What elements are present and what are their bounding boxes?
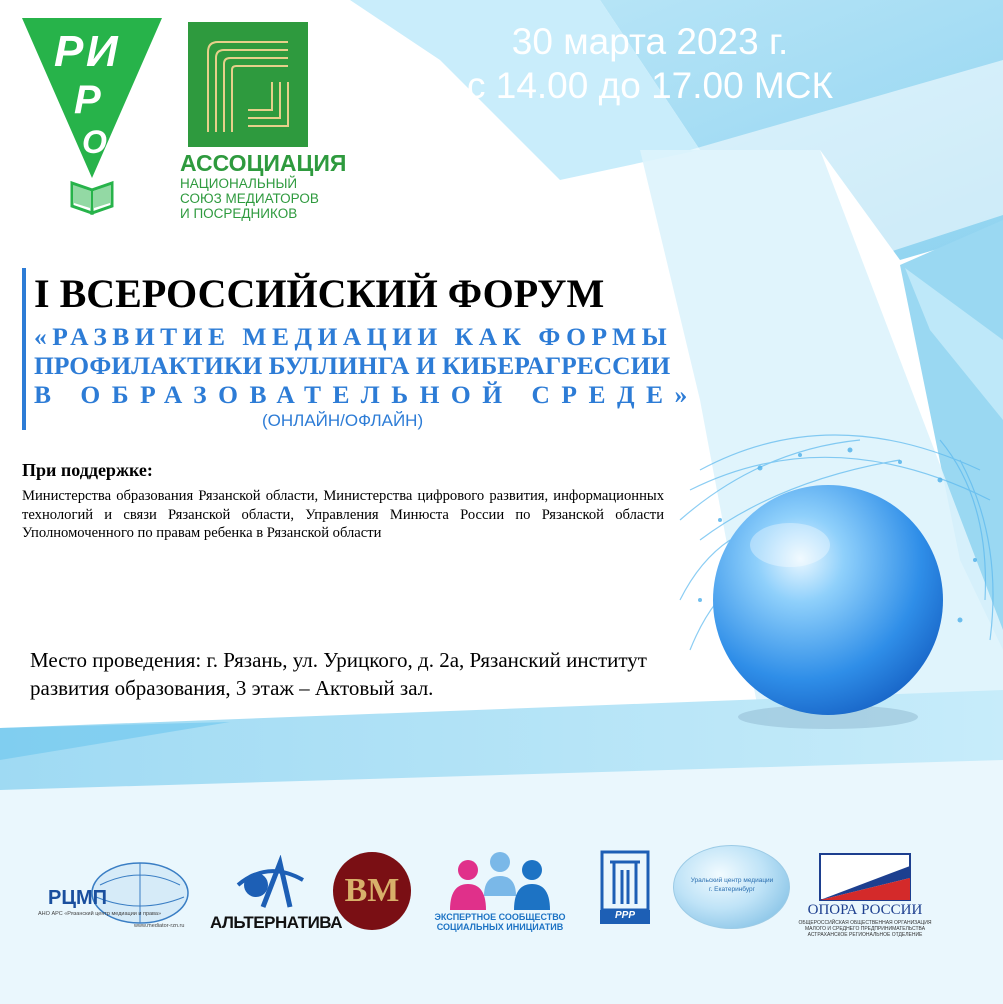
association-logo xyxy=(188,22,308,147)
partner-opora-sub2: МАЛОГО И СРЕДНЕГО ПРЕДПРИНИМАТЕЛЬСТВА xyxy=(804,926,926,932)
association-sub3: И ПОСРЕДНИКОВ xyxy=(180,206,298,221)
forum-subtitle-line3: В ОБРАЗОВАТЕЛЬНОЙ СРЕДЕ» xyxy=(34,380,699,409)
partner-opora-sub3: АСТРАХАНСКОЕ РЕГИОНАЛЬНОЕ ОТДЕЛЕНИЕ xyxy=(807,932,923,938)
association-sub2: СОЮЗ МЕДИАТОРОВ xyxy=(180,191,319,206)
forum-subtitle-line2: ПРОФИЛАКТИКИ БУЛЛИНГА И КИБЕРАГРЕССИИ xyxy=(34,351,671,380)
partner-vm-logo xyxy=(333,852,411,930)
forum-title: I ВСЕРОССИЙСКИЙ ФОРУМ xyxy=(34,271,605,316)
partner-center-name xyxy=(682,876,782,894)
partner-center-logo xyxy=(673,845,790,929)
forum-subtitle xyxy=(34,322,699,409)
partner-center-line1: Уральский центр медиации xyxy=(690,877,774,884)
svg-text:О: О xyxy=(82,124,107,160)
partner-rrr-name: РРР xyxy=(614,910,635,921)
partner-center-line2: г. Екатеринбург xyxy=(708,886,756,893)
partner-opora-sub1: ОБЩЕРОССИЙСКАЯ ОБЩЕСТВЕННАЯ ОРГАНИЗАЦИЯ xyxy=(798,920,932,926)
partner-rcmp-logo xyxy=(30,855,200,935)
association-emblem-icon xyxy=(188,22,308,147)
riro-logo xyxy=(22,18,162,218)
event-date xyxy=(420,20,880,108)
partner-rcmp-sub: АНО АРС «Рязанский центр медиации и права» xyxy=(38,911,162,917)
forum-subtitle-line1: «РАЗВИТИЕ МЕДИАЦИИ КАК ФОРМЫ xyxy=(34,322,673,351)
forum-format: (ОНЛАЙН/ОФЛАЙН) xyxy=(262,411,424,430)
support-text: Министерства образования Рязанской области, Министерства цифрового развития, информационных технологий и связи Рязанской области, Управления Минюста России по Рязанской области Уполномоченного по правам ребенка в Рязанской области xyxy=(22,488,664,541)
event-time-line: с 14.00 до 17.00 МСК xyxy=(466,65,834,106)
partner-opora-sub xyxy=(790,920,940,938)
venue-line2: развития образования, 3 этаж – Актовый зал. xyxy=(30,676,434,700)
association-main: АССОЦИАЦИЯ xyxy=(180,150,347,176)
partner-expert-line1: ЭКСПЕРТНОЕ СООБЩЕСТВО xyxy=(434,912,566,922)
support-heading: При поддержке: xyxy=(22,460,153,480)
association-name xyxy=(180,150,346,221)
russian-flag-icon xyxy=(790,852,940,902)
partner-vm-name: BM xyxy=(344,872,400,909)
venue xyxy=(30,646,720,702)
svg-text:Р: Р xyxy=(54,27,84,76)
people-icon xyxy=(420,848,580,912)
svg-text:И: И xyxy=(86,27,118,76)
alternativa-emblem-icon xyxy=(208,855,328,915)
association-sub1: НАЦИОНАЛЬНЫЙ xyxy=(180,176,298,191)
partner-opora-name: ОПОРА РОССИИ xyxy=(807,902,923,918)
partner-expert-logo xyxy=(420,848,580,938)
venue-line1: Место проведения: г. Рязань, ул. Урицкого, д. 2а, Рязанский институт xyxy=(30,648,647,672)
partner-rcmp-name: РЦМП xyxy=(48,887,107,909)
partner-expert-name xyxy=(420,912,580,932)
event-date-line: 30 марта 2023 г. xyxy=(511,21,789,62)
partner-rcmp-url: www.mediator-rzn.ru xyxy=(134,923,185,929)
svg-text:Р: Р xyxy=(74,78,101,122)
partner-rrr-logo xyxy=(596,848,654,928)
title-accent-bar xyxy=(22,268,26,430)
partner-alternativa-logo xyxy=(208,855,342,940)
partner-alternativa-name: АЛЬТЕРНАТИВА xyxy=(210,913,342,932)
partner-expert-line2: СОЦИАЛЬНЫХ ИНИЦИАТИВ xyxy=(436,922,564,932)
partner-opora-logo xyxy=(790,852,940,947)
